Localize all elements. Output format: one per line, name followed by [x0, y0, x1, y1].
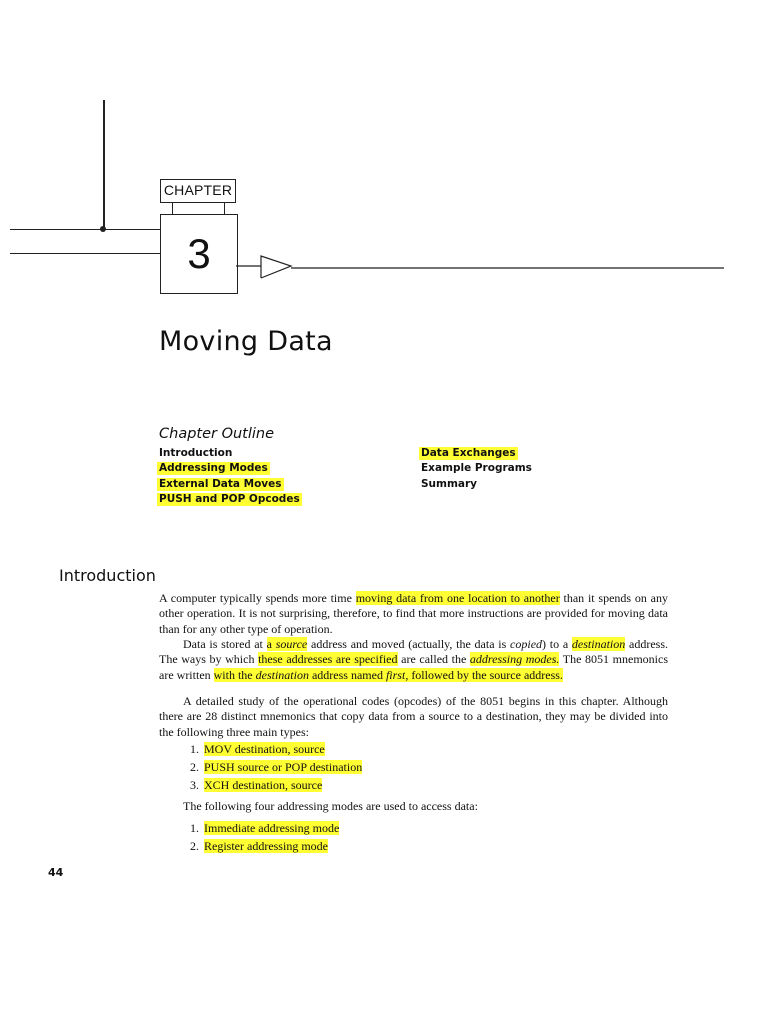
list-item: 3. XCH destination, source — [190, 778, 323, 792]
list-item: 1. MOV destination, source — [190, 742, 325, 756]
outline-item-example-programs: Example Programs — [421, 462, 532, 474]
chapter-number: 3 — [160, 214, 238, 294]
outline-item-push-pop-opcodes: PUSH and POP Opcodes — [159, 493, 300, 505]
list-item: 2. PUSH source or POP destination — [190, 760, 363, 774]
box-connector-right — [224, 203, 225, 214]
outline-item-external-data-moves: External Data Moves — [159, 478, 282, 490]
outline-item-introduction: Introduction — [159, 447, 233, 459]
list-item: 1. Immediate addressing mode — [190, 821, 340, 835]
paragraph-3: A detailed study of the operational codes (opcodes) of the 8051 begins in this chapter. Although there are 28 distinct mnemonics that copy data from a source to a destination, they may be divided into the following three main types: — [159, 694, 668, 739]
outline-item-addressing-modes: Addressing Modes — [159, 462, 268, 474]
vertical-rule — [103, 100, 105, 230]
lower-horizontal-rule — [10, 253, 160, 254]
section-heading: Introduction — [59, 566, 156, 585]
outline-item-data-exchanges: Data Exchanges — [421, 447, 516, 459]
list-item: 2. Register addressing mode — [190, 839, 328, 853]
chapter-label: CHAPTER — [160, 179, 236, 203]
outline-heading: Chapter Outline — [159, 426, 275, 442]
page-title: Moving Data — [159, 326, 333, 357]
arrow-connector-icon — [236, 252, 726, 282]
outline-item-summary: Summary — [421, 478, 478, 490]
box-connector-left — [172, 203, 173, 214]
upper-horizontal-rule — [10, 229, 160, 230]
page-number: 44 — [48, 866, 64, 879]
paragraph-1: A computer typically spends more time moving data from one location to another than it spends on any other operation. It is not surprising, therefore, to find that more instructions are provided for moving data than for any other type of operation. — [159, 591, 668, 636]
paragraph-2: Data is stored at a source address and moved (actually, the data is copied) to a destination address. The ways by which these addresses are specified are called the addressing modes. The 8051 mnemonics are written with the destination address named first, followed by the source address. — [159, 637, 668, 682]
paragraph-4: The following four addressing modes are used to access data: — [183, 799, 478, 813]
